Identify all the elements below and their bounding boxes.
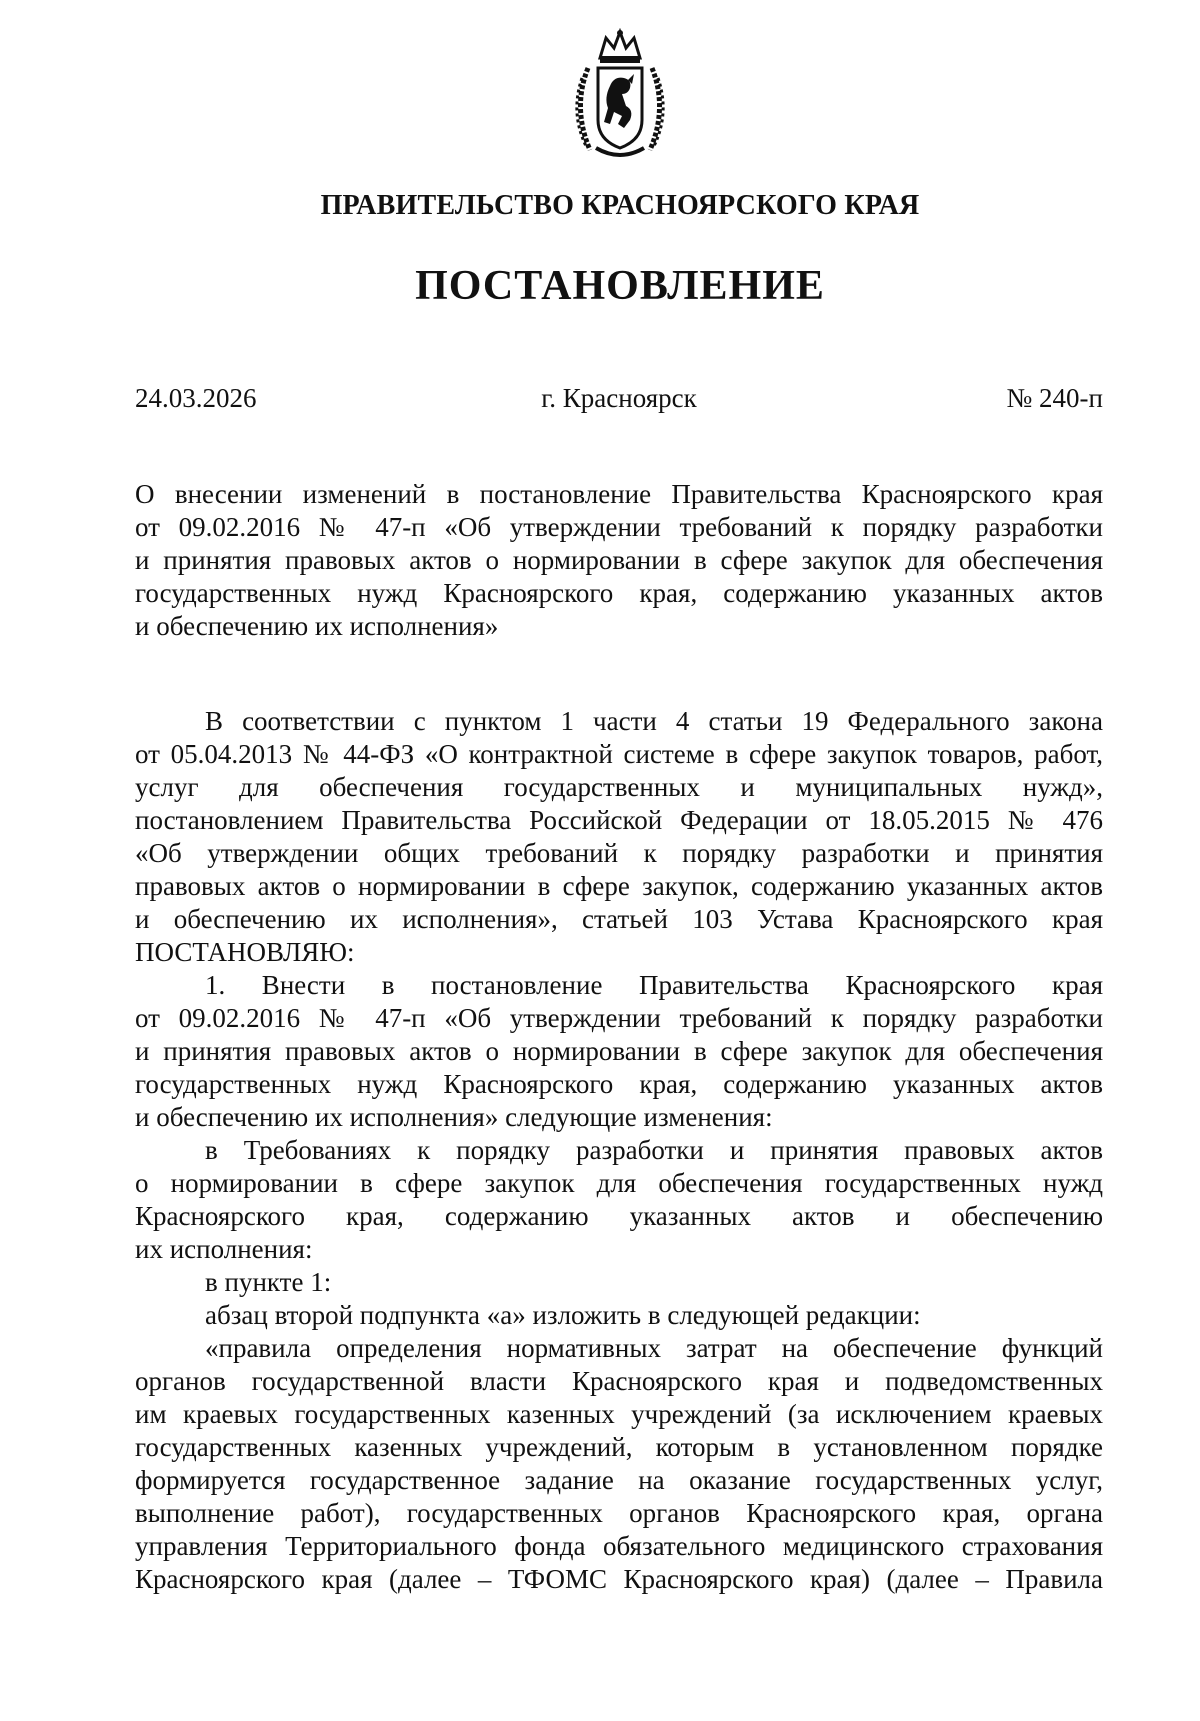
body-line: и обеспечению их исполнения» следующие изменения: <box>135 1102 773 1132</box>
body-line: Красноярского края, содержанию указанных актов и обеспечению <box>135 1201 1103 1231</box>
document-meta <box>135 383 1103 417</box>
body-line: «Об утверждении общих требований к порядку разработки и принятия <box>135 838 1103 868</box>
krasnoyarsk-coat-of-arms-icon <box>568 28 672 162</box>
body-line: абзац второй подпункта «а» изложить в следующей редакции: <box>205 1300 921 1330</box>
body-line: государственных нужд Красноярского края, содержанию указанных актов <box>135 1069 1103 1099</box>
body-line: и принятия правовых актов о нормировании в сфере закупок для обеспечения <box>135 1036 1103 1066</box>
subject-line: от 09.02.2016 № 47-п «Об утверждении требований к порядку разработки <box>135 512 1103 542</box>
body-line: Красноярского края (далее – ТФОМС Красноярского края) (далее – Правила <box>135 1564 1103 1594</box>
document-city: г. Красноярск <box>541 383 697 413</box>
body-line: в Требованиях к порядку разработки и принятия правовых актов <box>205 1135 1103 1165</box>
body-line: государственных казенных учреждений, которым в установленном порядке <box>135 1432 1103 1462</box>
subject-line: государственных нужд Красноярского края, содержанию указанных актов <box>135 578 1103 608</box>
body-line: услуг для обеспечения государственных и муниципальных нужд», <box>135 772 1103 802</box>
body-line: органов государственной власти Красноярского края и подведомственных <box>135 1366 1103 1396</box>
government-name: ПРАВИТЕЛЬСТВО КРАСНОЯРСКОГО КРАЯ <box>320 190 920 221</box>
body-line: в пункте 1: <box>205 1267 332 1297</box>
document-number: № 240-п <box>1006 383 1103 413</box>
body-line: их исполнения: <box>135 1234 313 1264</box>
body-line: от 09.02.2016 № 47-п «Об утверждении требований к порядку разработки <box>135 1003 1103 1033</box>
document-type: ПОСТАНОВЛЕНИЕ <box>415 263 825 309</box>
body-line: от 05.04.2013 № 44-ФЗ «О контрактной системе в сфере закупок товаров, работ, <box>135 739 1103 769</box>
body-line: ПОСТАНОВЛЯЮ: <box>135 937 355 967</box>
body-line: о нормировании в сфере закупок для обеспечения государственных нужд <box>135 1168 1103 1198</box>
body-line: правовых актов о нормировании в сфере закупок, содержанию указанных актов <box>135 871 1103 901</box>
body-line: выполнение работ), государственных органов Красноярского края, органа <box>135 1498 1103 1528</box>
body-line: формируется государственное задание на оказание государственных услуг, <box>135 1465 1103 1495</box>
body-line: им краевых государственных казенных учреждений (за исключением краевых <box>135 1399 1103 1429</box>
document-body <box>135 705 1103 1596</box>
body-line: и обеспечению их исполнения», статьей 103 Устава Красноярского края <box>135 904 1103 934</box>
body-line: 1. Внести в постановление Правительства Красноярского края <box>205 970 1103 1000</box>
body-line: постановлением Правительства Российской Федерации от 18.05.2015 № 476 <box>135 805 1103 835</box>
body-line: В соответствии с пунктом 1 части 4 статьи 19 Федерального закона <box>205 706 1103 736</box>
subject-line: О внесении изменений в постановление Правительства Красноярского края <box>135 479 1103 509</box>
body-line: управления Территориального фонда обязательного медицинского страхования <box>135 1531 1103 1561</box>
document-subject <box>135 478 1103 643</box>
body-line: «правила определения нормативных затрат на обеспечение функций <box>205 1333 1103 1363</box>
subject-line: и обеспечению их исполнения» <box>135 611 499 641</box>
document-date: 24.03.2026 <box>135 383 257 413</box>
subject-line: и принятия правовых актов о нормировании в сфере закупок для обеспечения <box>135 545 1103 575</box>
